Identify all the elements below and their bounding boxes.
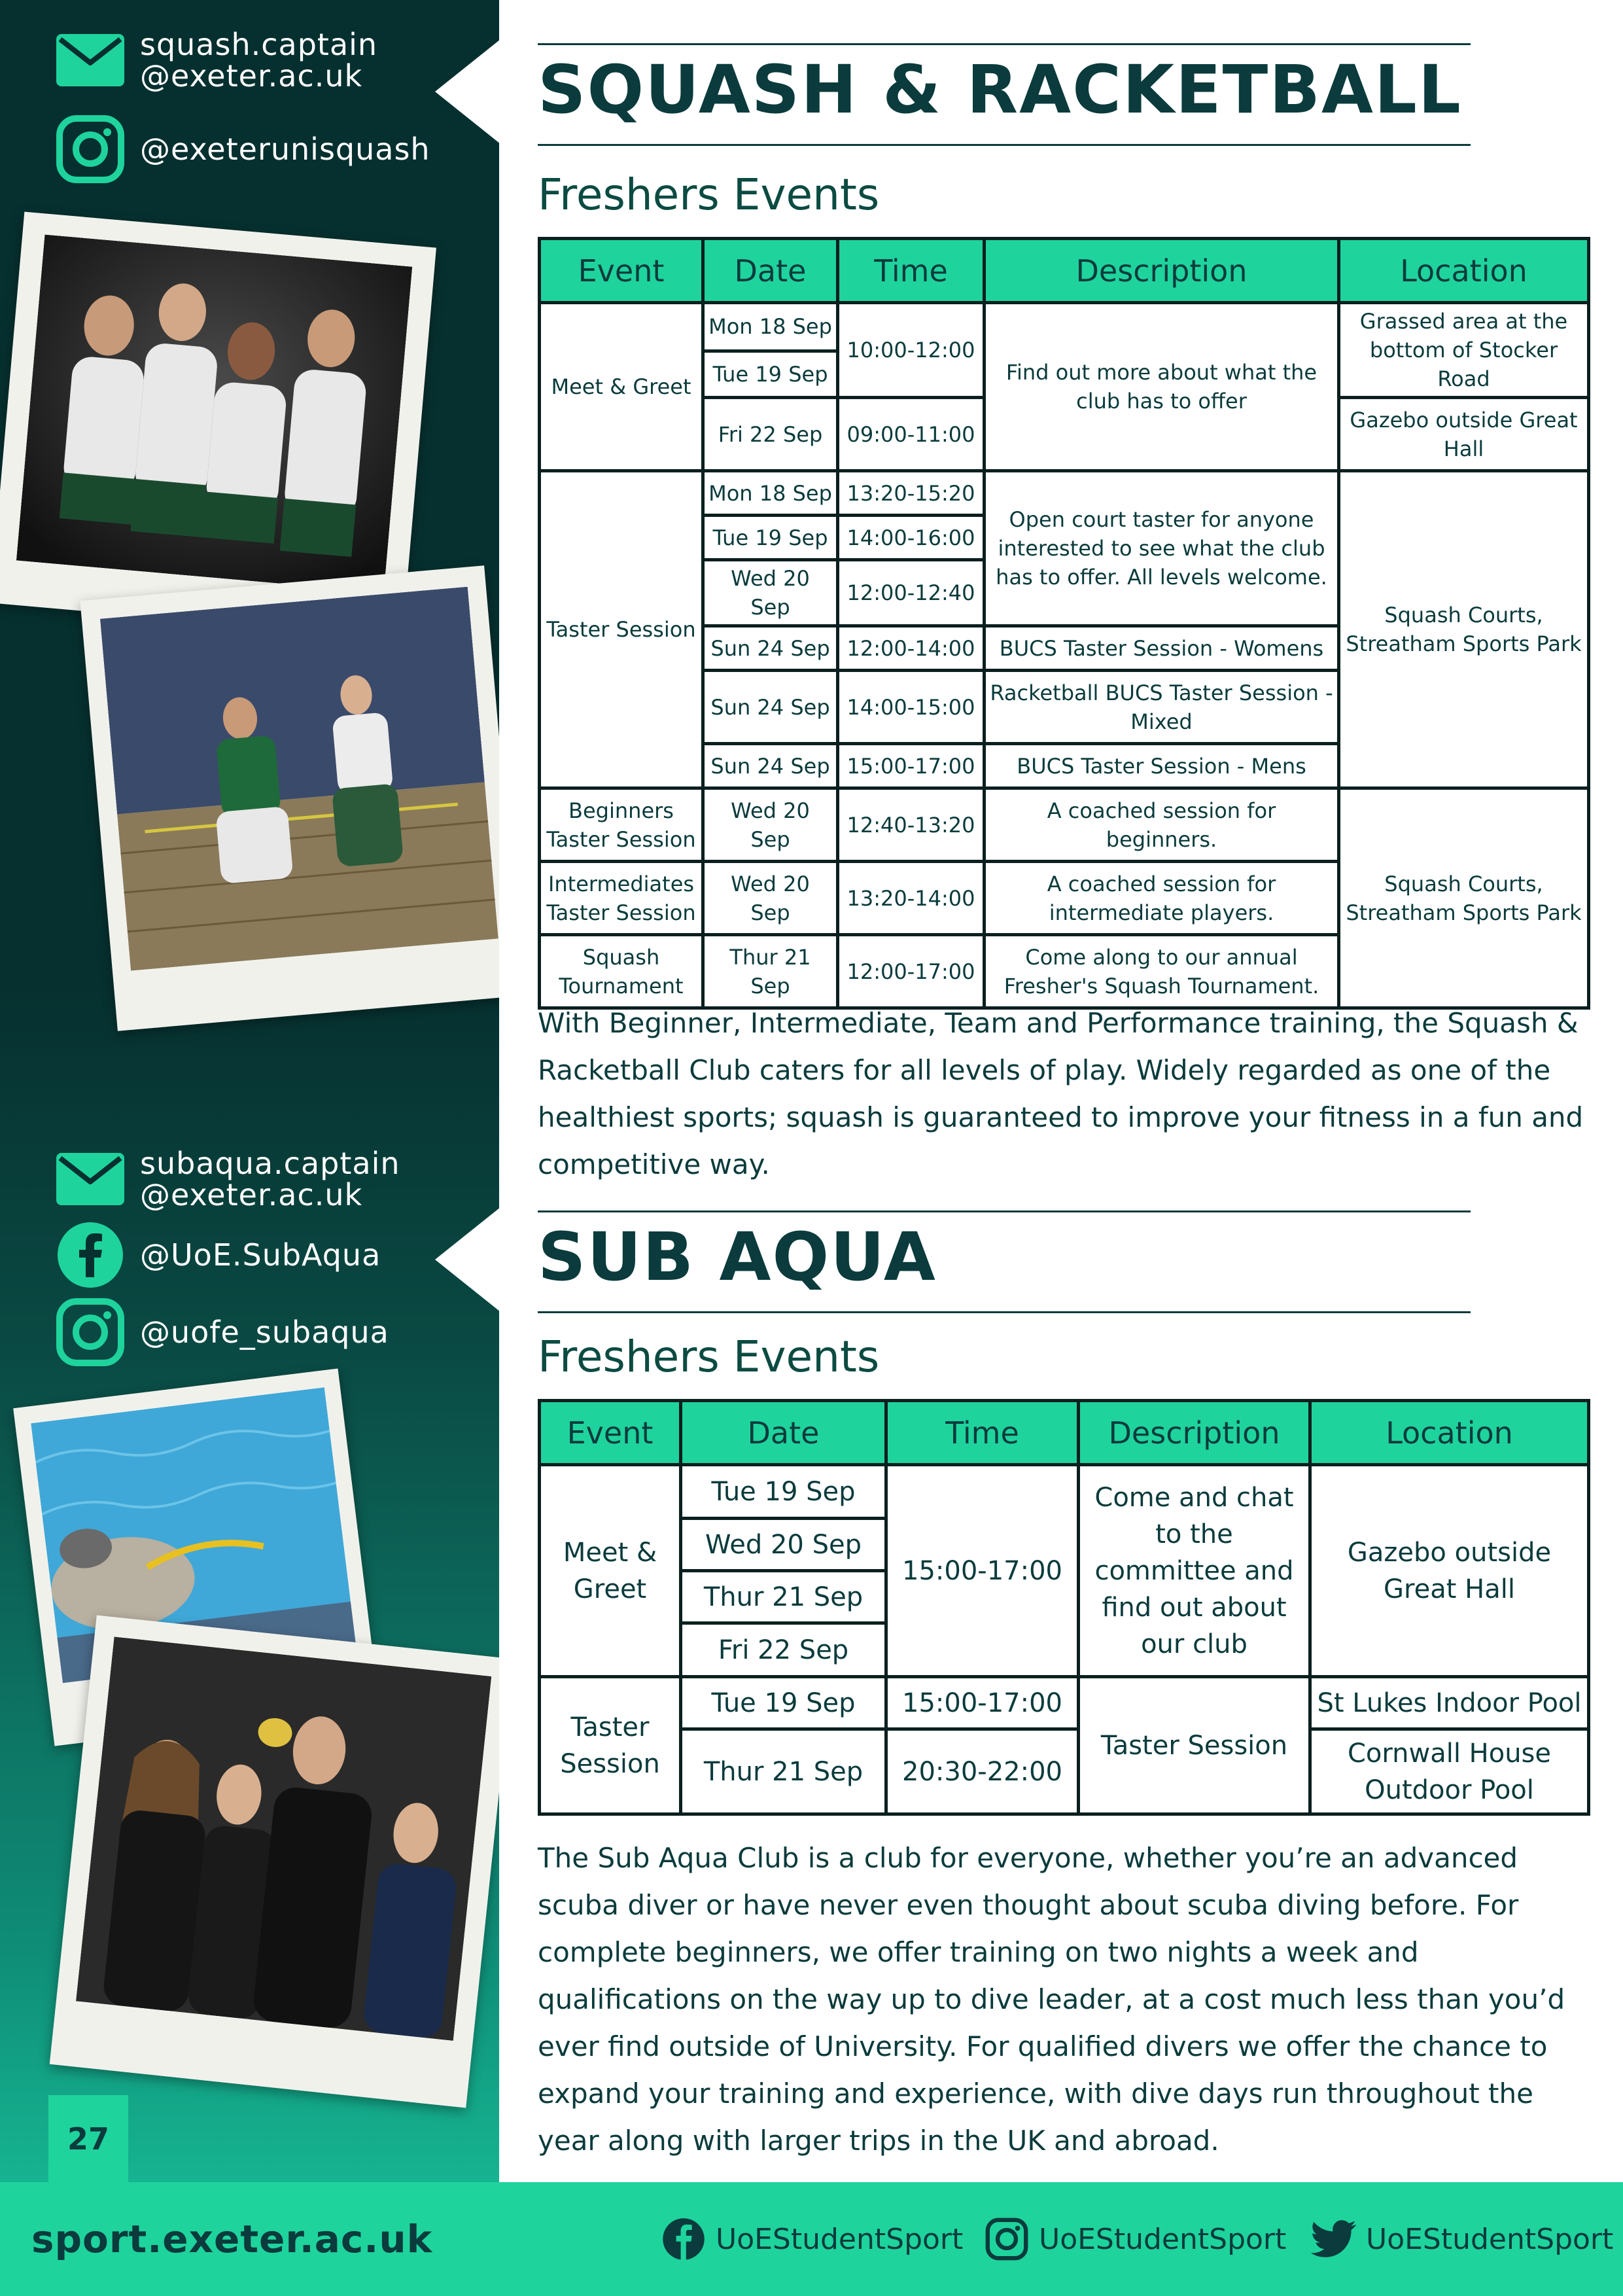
header-description: Description — [985, 239, 1339, 303]
date-cell: Sun 24 Sep — [703, 744, 838, 788]
date-cell: Wed 20 Sep — [703, 862, 838, 935]
date-cell: Fri 22 Sep — [703, 398, 838, 471]
footer-twitter-link[interactable] — [1311, 2182, 1613, 2296]
table-row — [540, 1729, 1589, 1814]
event-cell: Beginners Taster Session — [540, 788, 703, 862]
header-time: Time — [886, 1401, 1079, 1465]
time-cell: 12:00-12:40 — [838, 560, 985, 626]
subaqua-events-title: Freshers Events — [538, 1332, 880, 1382]
subaqua-email-contact[interactable] — [56, 1145, 400, 1213]
footer-instagram-link[interactable] — [984, 2182, 1286, 2296]
location-cell: Gazebo outside Great Hall — [1310, 1465, 1589, 1677]
envelope-icon — [56, 1145, 124, 1213]
time-cell: 15:00-17:00 — [886, 1677, 1079, 1729]
time-cell: 14:00-16:00 — [838, 516, 985, 560]
location-cell: St Lukes Indoor Pool — [1310, 1677, 1589, 1729]
time-cell: 15:00-17:00 — [838, 744, 985, 788]
squash-email-line1: squash.captain — [140, 27, 378, 62]
website-link[interactable]: sport.exeter.ac.uk — [31, 2217, 433, 2261]
date-cell: Tue 19 Sep — [681, 1677, 886, 1729]
date-cell: Tue 19 Sep — [681, 1465, 886, 1519]
squash-events-title: Freshers Events — [538, 169, 880, 220]
facebook-icon — [56, 1221, 124, 1289]
event-cell: Squash Tournament — [540, 935, 703, 1008]
header-location: Location — [1310, 1401, 1589, 1465]
table-row — [540, 471, 1589, 516]
sidebar — [0, 0, 499, 2182]
description-cell: Racketball BUCS Taster Session - Mixed — [985, 671, 1339, 744]
envelope-icon — [56, 26, 124, 94]
footer-instagram-handle: UoEStudentSport — [1039, 2222, 1287, 2256]
date-cell: Thur 21 Sep — [703, 935, 838, 1008]
time-cell: 14:00-15:00 — [838, 671, 985, 744]
facebook-icon — [661, 2216, 707, 2262]
footer-twitter-handle: UoEStudentSport — [1366, 2222, 1614, 2256]
description-cell: Open court taster for anyone interested to see what the club has to offer. All levels welcome. — [985, 471, 1339, 626]
table-header-row — [540, 239, 1589, 303]
instagram-icon — [56, 115, 124, 183]
description-cell: A coached session for beginners. — [985, 788, 1339, 862]
subaqua-instagram-handle: @uofe_subaqua — [140, 1315, 389, 1350]
header-event: Event — [540, 1401, 681, 1465]
time-cell: 13:20-15:20 — [838, 471, 985, 516]
subaqua-instagram-contact[interactable] — [56, 1298, 389, 1366]
subaqua-facebook-contact[interactable] — [56, 1221, 381, 1289]
time-cell: 15:00-17:00 — [886, 1465, 1079, 1677]
subaqua-contact-pointer — [435, 1207, 499, 1312]
location-cell: Grassed area at the bottom of Stocker Road — [1339, 303, 1589, 398]
date-cell: Fri 22 Sep — [681, 1623, 886, 1677]
date-cell: Wed 20 Sep — [703, 560, 838, 626]
squash-contact-pointer — [435, 39, 499, 144]
divider — [538, 1311, 1471, 1313]
instagram-icon — [56, 1298, 124, 1366]
description-cell: Find out more about what the club has to offer — [985, 303, 1339, 471]
subaqua-events-table — [538, 1399, 1590, 1816]
header-date: Date — [681, 1401, 886, 1465]
time-cell: 09:00-11:00 — [838, 398, 985, 471]
event-cell: Taster Session — [540, 1677, 681, 1814]
table-row — [540, 788, 1589, 862]
event-cell: Meet & Greet — [540, 1465, 681, 1677]
table-row — [540, 1677, 1589, 1729]
table-row — [540, 303, 1589, 351]
footer-facebook-handle: UoEStudentSport — [716, 2222, 964, 2256]
description-cell: Come and chat to the committee and find out about our club — [1079, 1465, 1310, 1677]
header-location: Location — [1339, 239, 1589, 303]
location-cell: Cornwall House Outdoor Pool — [1310, 1729, 1589, 1814]
description-cell: A coached session for intermediate players. — [985, 862, 1339, 935]
squash-events-table — [538, 237, 1590, 1010]
header-time: Time — [838, 239, 985, 303]
squash-instagram-handle: @exeterunisquash — [140, 132, 430, 167]
header-event: Event — [540, 239, 703, 303]
description-cell: BUCS Taster Session - Mens — [985, 744, 1339, 788]
location-cell: Squash Courts, Streatham Sports Park — [1339, 788, 1589, 1008]
location-cell: Gazebo outside Great Hall — [1339, 398, 1589, 471]
date-cell: Mon 18 Sep — [703, 471, 838, 516]
twitter-icon — [1311, 2216, 1357, 2262]
instagram-icon — [984, 2216, 1030, 2262]
subaqua-team-photo — [50, 1615, 499, 2108]
squash-title: SQUASH & RACKETBALL — [538, 51, 1462, 129]
divider — [538, 1210, 1471, 1212]
event-cell: Meet & Greet — [540, 303, 703, 471]
header-date: Date — [703, 239, 838, 303]
date-cell: Tue 19 Sep — [703, 516, 838, 560]
squash-email-contact[interactable] — [56, 26, 377, 94]
page-number: 27 — [48, 2095, 128, 2182]
time-cell: 20:30-22:00 — [886, 1729, 1079, 1814]
divider — [538, 144, 1471, 146]
time-cell: 13:20-14:00 — [838, 862, 985, 935]
time-cell: 12:00-14:00 — [838, 626, 985, 671]
divider — [538, 43, 1471, 45]
subaqua-email-line2: @exeter.ac.uk — [140, 1177, 363, 1212]
location-cell: Squash Courts, Streatham Sports Park — [1339, 471, 1589, 788]
table-header-row — [540, 1401, 1589, 1465]
date-cell: Wed 20 Sep — [681, 1519, 886, 1571]
time-cell: 12:40-13:20 — [838, 788, 985, 862]
table-row — [540, 1465, 1589, 1519]
subaqua-description-paragraph: The Sub Aqua Club is a club for everyone, whether you’re an advanced scuba diver or have never even thought about scuba diving before. For complete beginners, we offer training on two nights a week and qualifications on the way up to dive leader, at a cost much less than you’d ever find outside of University. For qualified divers we offer the chance to expand your training and experience, with dive days run throughout the year along with larger trips in the UK and abroad. — [538, 1842, 1565, 2157]
date-cell: Thur 21 Sep — [681, 1729, 886, 1814]
subaqua-facebook-handle: @UoE.SubAqua — [140, 1237, 381, 1273]
footer — [0, 2182, 1623, 2296]
event-cell: Taster Session — [540, 471, 703, 788]
time-cell: 12:00-17:00 — [838, 935, 985, 1008]
date-cell: Mon 18 Sep — [703, 303, 838, 351]
event-cell: Intermediates Taster Session — [540, 862, 703, 935]
date-cell: Wed 20 Sep — [703, 788, 838, 862]
subaqua-title: SUB AQUA — [538, 1218, 937, 1296]
description-cell: Come along to our annual Fresher's Squash Tournament. — [985, 935, 1339, 1008]
subaqua-email-line1: subaqua.captain — [140, 1146, 400, 1181]
header-description: Description — [1079, 1401, 1310, 1465]
date-cell: Tue 19 Sep — [703, 351, 838, 397]
squash-email-line2: @exeter.ac.uk — [140, 58, 363, 94]
date-cell: Sun 24 Sep — [703, 671, 838, 744]
date-cell: Sun 24 Sep — [703, 626, 838, 671]
description-cell: BUCS Taster Session - Womens — [985, 626, 1339, 671]
description-cell: Taster Session — [1079, 1677, 1310, 1814]
squash-instagram-contact[interactable] — [56, 115, 430, 183]
date-cell: Thur 21 Sep — [681, 1571, 886, 1623]
footer-facebook-link[interactable] — [661, 2182, 963, 2296]
squash-description-paragraph: With Beginner, Intermediate, Team and Performance training, the Squash & Racketball Club caters for all levels of play. Widely regarded as one of the healthiest sports; squash is guaranteed to improve your fitness in a fun and competitive way. — [538, 1007, 1584, 1180]
time-cell: 10:00-12:00 — [838, 303, 985, 398]
squash-match-photo — [80, 565, 499, 1031]
